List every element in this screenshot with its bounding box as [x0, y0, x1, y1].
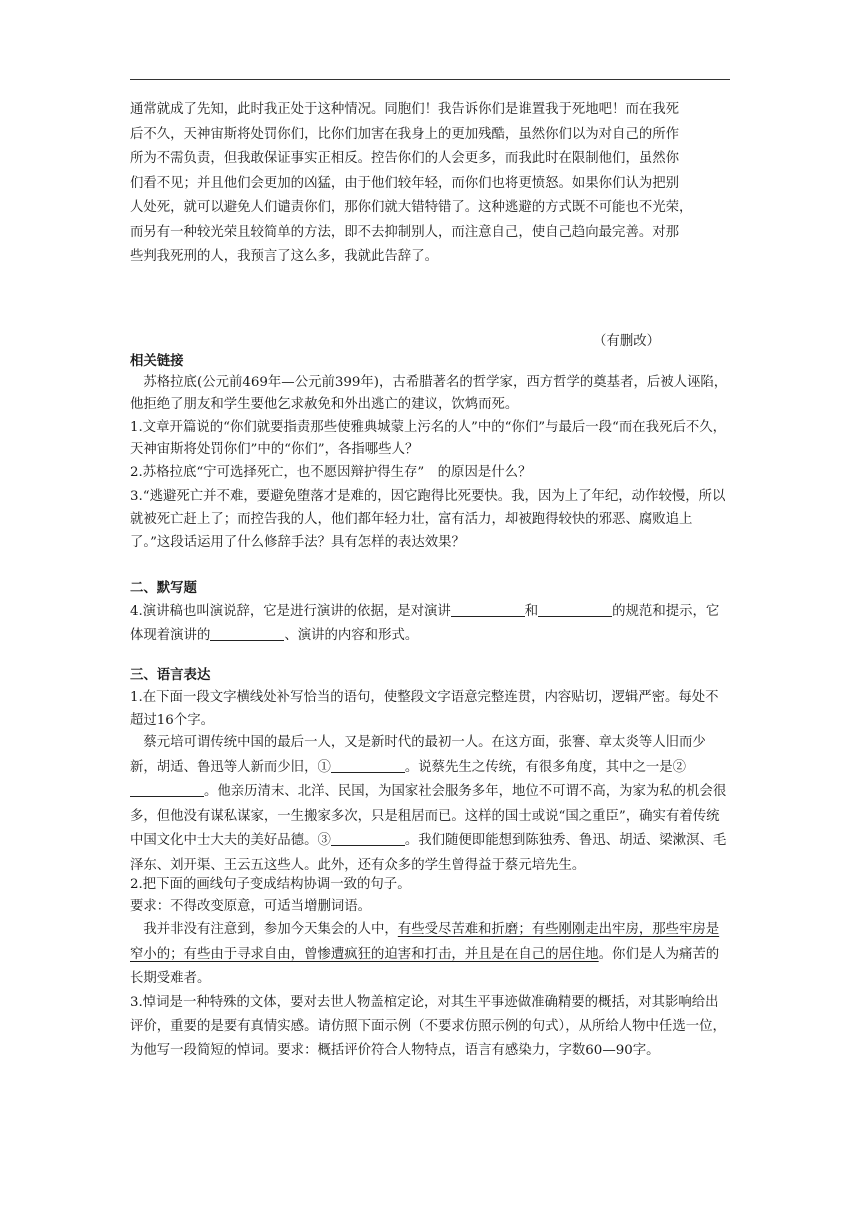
- answer-blank[interactable]: [538, 602, 612, 617]
- passage-line: 们看不见；并且他们会更加的凶猛，由于他们较年轻，而你们也将更愤怒。如果你们认为把别: [130, 175, 680, 191]
- passage-line: 所为不需负责，但我敢保证事实正相反。控告你们的人会更多，而我此时在限制他们，虽然你: [130, 151, 680, 166]
- underlined-sentence-paragraph: 我并非没有注意到，参加今天集会的人中，有些受尽苦难和折磨；有些刚刚走出牢房，那些牢房是窄小的；有些由于寻求自由，曾惨遭疯狂的迫害和打击，并且是在自己的居住地。你们是人为痛苦的长期受难者。: [130, 922, 720, 986]
- section-3-heading: 三、语言表达: [130, 668, 211, 683]
- answer-blank[interactable]: [210, 626, 284, 641]
- language-q3: 3.悼词是一种特殊的文体，要对去世人物盖棺定论，对其生平事迹做准确精要的概括，对其影响给出评价，重要的是要有真情实感。请仿照下面示例（不要求仿照示例的句式），从所给人物中任选一位，为他写一段简短的悼词。要求：概括评价符合人物特点，语言有感染力，字数60—90字。: [130, 995, 726, 1058]
- cai-yuanpei-paragraph: 蔡元培可谓传统中国的最后一人，又是新时代的最初一人。在这方面，张謇、章太炎等人旧而少新，胡适、鲁迅等人新而少旧，① 。说蔡先生之传统，有很多角度，其中之一是②。他亲历清末、北洋、民国，为国家社会服务多年，地位不可谓不高，为家为私的机会很多，但他没有谋私谋家，一生搬家多次，只是租居而已。这样的国士或说“国之重臣”，确实有着传统中国文化中士大夫的美好品德。③ 。我们随便即能想到陈独秀、鲁迅、胡适、梁漱溟、毛泽东、刘开渠、王云五这些人。此外，还有众多的学生曾得益于蔡元培先生。: [130, 735, 727, 873]
- passage-line: 人处死，就可以避免人们谴责你们，那你们就大错特错了。这种逃避的方式既不可能也不光荣，: [130, 200, 693, 215]
- passage-line: 通常就成了先知，此时我正处于这种情况。同胞们！我告诉你们是谁置我于死地吧！而在我死: [130, 102, 680, 117]
- language-q2-requirement: 要求：不得改变原意，可适当增删词语。: [130, 899, 372, 914]
- header-rule: [130, 79, 730, 80]
- related-link-heading: 相关链接: [130, 354, 184, 369]
- language-q2: 2.把下面的画线句子变成结构协调一致的句子。: [130, 877, 411, 892]
- answer-blank[interactable]: [451, 602, 525, 617]
- passage-line: 后不久，天神宙斯将处罚你们，比你们加害在我身上的更加残酷，虽然你们以为对自己的所作: [130, 126, 680, 142]
- answer-blank-1[interactable]: [331, 758, 405, 773]
- passage-line: 些判我死刑的人，我预言了这么多，我就此告辞了。: [130, 249, 438, 264]
- underlined-sentence: 有些受尽苦难和折磨；有些刚刚走出牢房，那些牢房是窄小的；有些由于寻求自由，曾惨遭疯狂的迫害和打击，并且是在自己的居住地: [130, 922, 720, 962]
- related-link-text: 苏格拉底(公元前469年—公元前399年)，古希腊著名的哲学家，西方哲学的奠基者，后被人诬陷，他拒绝了朋友和学生要他乞求赦免和外出逃亡的建议，饮鸩而死。: [130, 375, 728, 412]
- question-3: 3.“逃避死亡并不难，要避免堕落才是难的，因它跑得比死要快。我，因为上了年纪，动作较慢，所以就被死亡赶上了；而控告我的人，他们都年轻力壮，富有活力，却被跑得较快的邪恶、腐败追上了。”这段话运用了什么修辞手法？具有怎样的表达效果？: [130, 489, 726, 550]
- question-4: 4.演讲稿也叫演说辞，它是进行演讲的依据，是对演讲 和 的规范和提示，它体现着演讲的 、演讲的内容和形式。: [130, 604, 720, 643]
- passage-text: [130, 98, 730, 270]
- passage-line: 而另有一种较光荣且较简单的方法，即不去抑制别人，而注意自己，使自己趋向最完善。对那: [130, 224, 680, 240]
- section-2-heading: 二、默写题: [130, 581, 197, 596]
- abridged-note: （有删改）: [593, 334, 660, 349]
- question-2: 2.苏格拉底“宁可选择死亡，也不愿因辩护得生存” 的原因是什么？: [130, 465, 532, 480]
- answer-blank-3[interactable]: [331, 831, 405, 846]
- question-1: 1.文章开篇说的“你们就要指责那些使雅典城蒙上污名的人”中的“你们”与最后一段“而在我死后不久，天神宙斯将处罚你们”中的“你们”，各指哪些人？: [130, 420, 727, 457]
- answer-blank-2[interactable]: [130, 782, 204, 797]
- language-q1: 1.在下面一段文字横线处补写恰当的语句，使整段文字语意完整连贯，内容贴切，逻辑严密。每处不超过16个字。: [130, 690, 719, 728]
